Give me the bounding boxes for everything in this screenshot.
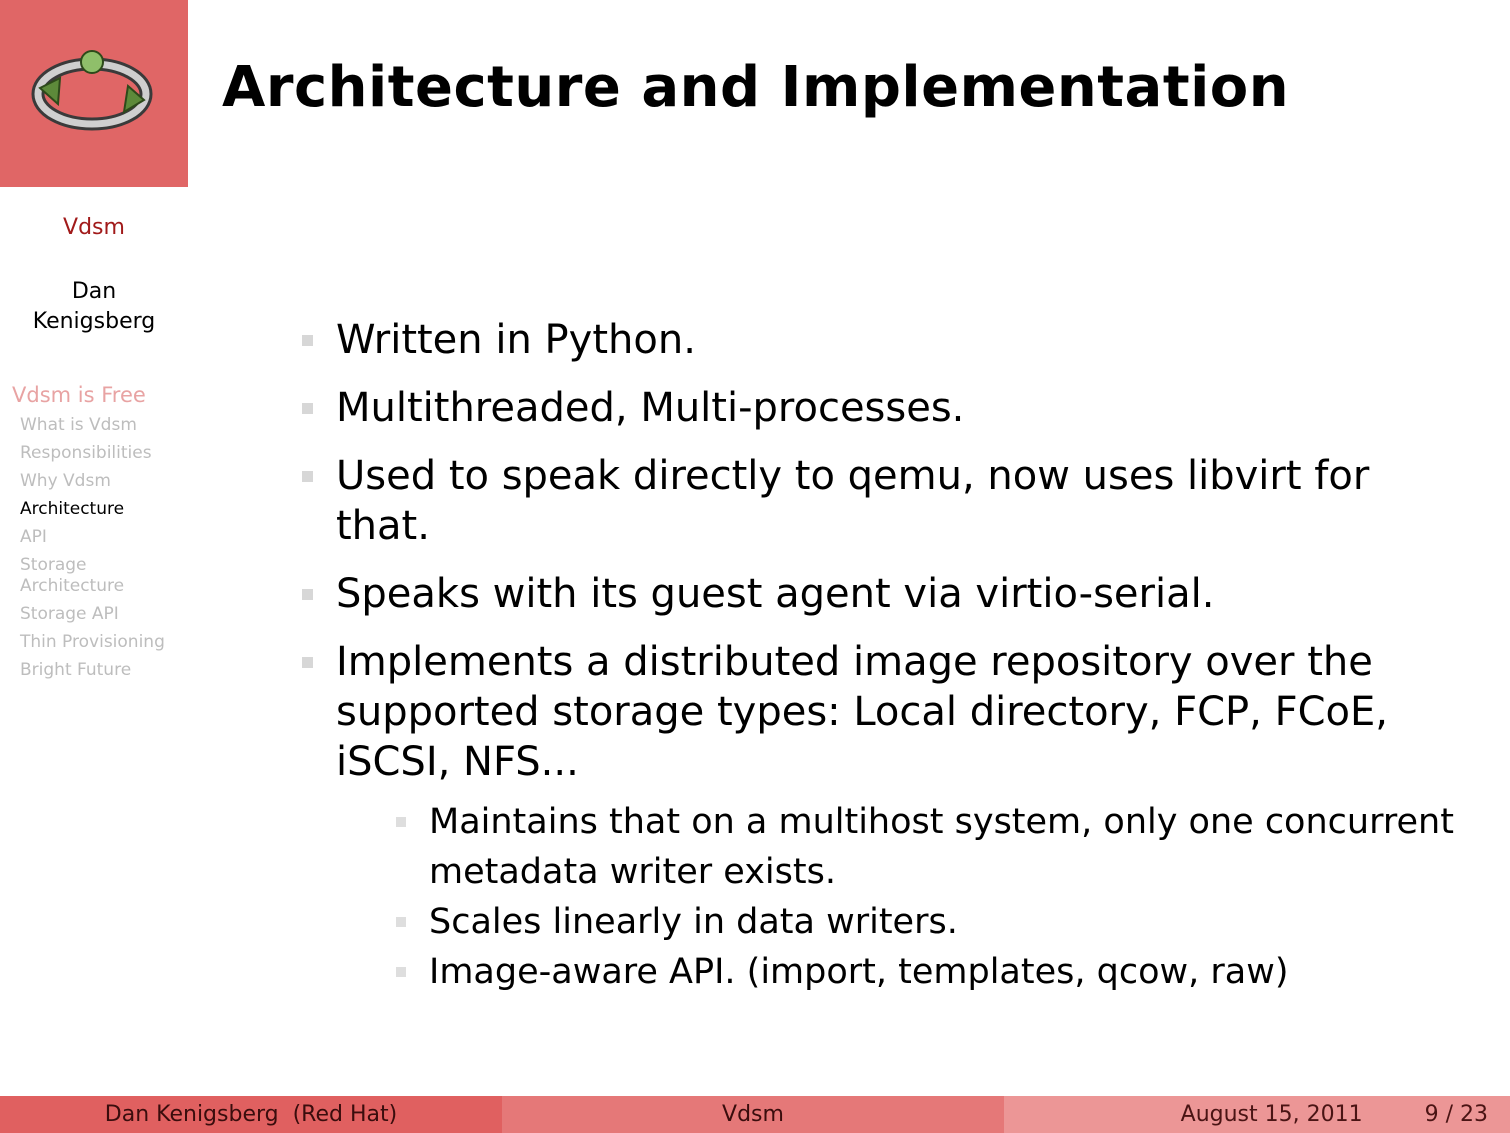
sidebar-author-first: Dan [71, 279, 117, 304]
slide-title: Architecture and Implementation [222, 55, 1290, 120]
square-bullet-icon [302, 589, 313, 600]
footer-author [0, 1096, 502, 1133]
square-bullet-icon [302, 403, 313, 414]
sidebar-item-api[interactable]: API [20, 527, 47, 547]
sidebar-item-architecture[interactable]: Architecture [20, 499, 125, 519]
bullet-text: Used to speak directly to qemu, now uses libvirt for that. [336, 453, 1370, 549]
sidebar-section-vdsm-is-free[interactable]: Vdsm is Free [12, 383, 146, 407]
sidebar-item-why-vdsm[interactable]: Why Vdsm [20, 471, 111, 491]
sidebar-item-what-is-vdsm[interactable]: What is Vdsm [20, 415, 137, 435]
bullet-text: Written in Python. [336, 317, 696, 363]
bullet-item [298, 637, 1466, 997]
ring-logo-icon [30, 42, 156, 138]
footer-author-text: Dan Kenigsberg (Red Hat) [104, 1102, 398, 1127]
footer-page-number: 9 / 23 [1424, 1102, 1488, 1127]
slide-content [298, 315, 1478, 1015]
sub-bullet-item [392, 797, 1466, 897]
sidebar-author [0, 277, 188, 337]
sidebar-subsection-list [0, 415, 188, 681]
bullet-text: Implements a distributed image repository over the supported storage types: Local directory, FCP, FCoE, iSCSI, NFS... [336, 639, 1388, 785]
footer-short-title: Vdsm [502, 1096, 1004, 1133]
square-bullet-icon [302, 335, 313, 346]
sub-bullet-text: Maintains that on a multihost system, only one concurrent metadata writer exists. [429, 802, 1454, 892]
square-bullet-icon [396, 967, 406, 977]
sidebar-item-responsibilities[interactable]: Responsibilities [20, 443, 152, 463]
sidebar-navigation [0, 215, 188, 688]
footer-right [1004, 1096, 1510, 1133]
sub-bullet-text: Scales linearly in data writers. [429, 902, 958, 942]
bullet-item [298, 383, 1466, 433]
sidebar-short-title[interactable]: Vdsm [63, 215, 125, 240]
bullet-item [298, 315, 1466, 365]
sub-bullet-list [336, 797, 1466, 997]
sub-bullet-item [392, 897, 1466, 947]
square-bullet-icon [396, 817, 406, 827]
sidebar-item-storage-api[interactable]: Storage API [20, 604, 119, 624]
bullet-list [298, 315, 1478, 997]
sidebar-item-thin-provisioning[interactable]: Thin Provisioning [20, 632, 165, 652]
sub-bullet-item [392, 947, 1466, 997]
footer-bar [0, 1096, 1510, 1133]
sidebar-author-last: Kenigsberg [32, 309, 156, 334]
bullet-text: Multithreaded, Multi-processes. [336, 385, 965, 431]
sub-bullet-text: Image-aware API. (import, templates, qcow, raw) [429, 952, 1289, 992]
square-bullet-icon [302, 657, 313, 668]
bullet-item [298, 451, 1466, 551]
sidebar-item-bright-future[interactable]: Bright Future [20, 660, 132, 680]
sidebar-item-storage-architecture[interactable]: Storage Architecture [20, 555, 125, 596]
logo-panel [0, 0, 188, 187]
bullet-item [298, 569, 1466, 619]
square-bullet-icon [302, 471, 313, 482]
square-bullet-icon [396, 917, 406, 927]
footer-date: August 15, 2011 [1180, 1102, 1363, 1127]
bullet-text: Speaks with its guest agent via virtio-serial. [336, 571, 1215, 617]
